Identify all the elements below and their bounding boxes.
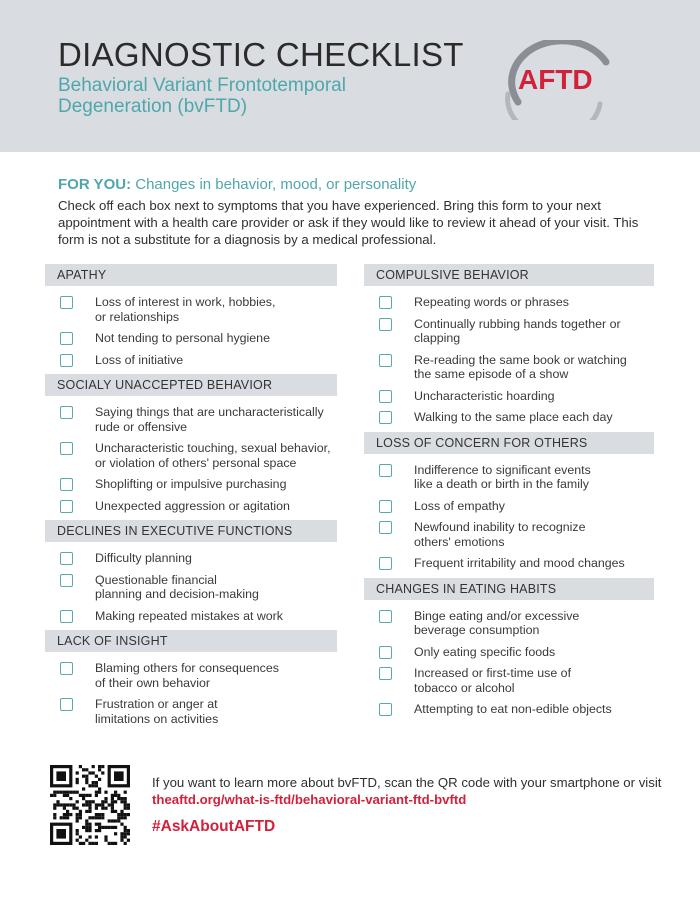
checklist-item-label: Uncharacteristic touching, sexual behavior, or violation of others' personal space [95, 441, 331, 470]
checklist-item[interactable] [364, 520, 654, 549]
section-loss-of-concern-for-others [364, 432, 654, 571]
section-heading: CHANGES IN EATING HABITS [364, 578, 654, 600]
left-column [45, 264, 337, 733]
checkbox[interactable] [379, 500, 392, 513]
page-title: DIAGNOSTIC CHECKLIST [58, 36, 464, 73]
checklist-item-label: Blaming others for consequences of their own behavior [95, 661, 279, 690]
checkbox[interactable] [379, 464, 392, 477]
section-lack-of-insight [45, 630, 337, 726]
footer-text [152, 774, 672, 808]
checklist-item-label: Loss of empathy [414, 498, 505, 513]
section-heading: COMPULSIVE BEHAVIOR [364, 264, 654, 286]
checklist-item-label: Frequent irritability and mood changes [414, 556, 625, 570]
section-declines-in-executive-functions [45, 520, 337, 623]
aftd-logo [488, 40, 628, 120]
logo-text: AFTD [518, 64, 593, 95]
checklist-item-label: Continually rubbing hands together or clapping [414, 316, 621, 345]
for-you-topic: Changes in behavior, mood, or personality [131, 176, 417, 193]
checkbox[interactable] [379, 646, 392, 659]
section-socialy-unaccepted-behavior [45, 374, 337, 513]
checkbox[interactable] [379, 703, 392, 716]
checklist-item[interactable] [45, 331, 337, 346]
section-heading: SOCIALY UNACCEPTED BEHAVIOR [45, 374, 337, 396]
checklist-item[interactable] [364, 410, 654, 425]
checkbox[interactable] [60, 552, 73, 565]
checkbox[interactable] [379, 667, 392, 680]
checklist-item[interactable] [45, 697, 337, 726]
checkbox[interactable] [379, 411, 392, 424]
checklist-item[interactable] [364, 702, 654, 717]
section-heading: DECLINES IN EXECUTIVE FUNCTIONS [45, 520, 337, 542]
checklist-item-label: Walking to the same place each day [414, 410, 613, 424]
checklist-item[interactable] [364, 295, 654, 310]
checklist-item-label: Shoplifting or impulsive purchasing [95, 477, 287, 491]
checkbox[interactable] [60, 662, 73, 675]
checkbox[interactable] [60, 574, 73, 587]
footer-link[interactable]: theaftd.org/what-is-ftd/behavioral-variant-ftd-bvftd [152, 792, 467, 807]
checklist-item-label: Only eating specific foods [414, 644, 556, 659]
checkbox[interactable] [60, 354, 73, 367]
checkbox[interactable] [379, 521, 392, 534]
section-heading: APATHY [45, 264, 337, 286]
checkbox[interactable] [60, 610, 73, 623]
checklist-item[interactable] [45, 609, 337, 624]
checklist-item[interactable] [45, 441, 337, 470]
qr-code[interactable] [50, 765, 130, 845]
checkbox[interactable] [379, 296, 392, 309]
checklist-item[interactable] [364, 499, 654, 514]
page-subtitle: Behavioral Variant Frontotemporal Degeneration (bvFTD) [58, 75, 346, 117]
checklist-item-label: Saying things that are uncharacteristically rude or offensive [95, 405, 324, 434]
checkbox[interactable] [60, 442, 73, 455]
section-heading: LOSS OF CONCERN FOR OTHERS [364, 432, 654, 454]
checkbox[interactable] [379, 610, 392, 623]
checklist-item-label: Attempting to eat non-edible objects [414, 702, 612, 716]
checklist-item[interactable] [45, 353, 337, 368]
checkbox[interactable] [60, 500, 73, 513]
section-compulsive-behavior [364, 264, 654, 425]
checkbox[interactable] [60, 296, 73, 309]
section-heading: LACK OF INSIGHT [45, 630, 337, 652]
checklist-item[interactable] [364, 317, 654, 346]
checklist-item[interactable] [364, 609, 654, 638]
checklist-item-label: Making repeated mistakes at work [95, 608, 284, 623]
checklist-item[interactable] [45, 573, 337, 602]
checklist-item[interactable] [45, 295, 337, 324]
checklist-item-label: Loss of initiative [95, 352, 184, 367]
checklist-item[interactable] [364, 666, 654, 695]
checklist-item[interactable] [45, 405, 337, 434]
for-you-heading [58, 176, 416, 193]
checklist-item-label: Not tending to personal hygiene [95, 331, 270, 345]
checklist-item-label: Unexpected aggression or agitation [95, 498, 290, 513]
footer-message: If you want to learn more about bvFTD, scan the QR code with your smartphone or visit [152, 775, 662, 790]
checklist-item-label: Questionable financial planning and decision-making [95, 572, 259, 601]
checklist-item-label: Increased or first-time use of tobacco or alcohol [414, 666, 572, 695]
checklist-item-label: Repeating words or phrases [414, 295, 569, 309]
checkbox[interactable] [60, 478, 73, 491]
checklist-item-label: Frustration or anger at limitations on activities [95, 697, 219, 726]
header-band [0, 0, 700, 152]
checklist-item-label: Newfound inability to recognize others' emotions [414, 520, 586, 549]
section-apathy [45, 264, 337, 367]
checkbox[interactable] [60, 406, 73, 419]
intro-paragraph: Check off each box next to symptoms that you have experienced. Bring this form to your next appointment with a health care provider or ask if they would like to review it ahead of your visit. This form is not a substitute for a diagnosis by a medical professional. [58, 198, 639, 247]
checklist-item-label: Difficulty planning [95, 551, 192, 565]
checklist-item-label: Binge eating and/or excessive beverage consumption [414, 608, 580, 637]
checkbox[interactable] [379, 318, 392, 331]
checklist-item[interactable] [364, 389, 654, 404]
checklist-item[interactable] [364, 463, 654, 492]
checklist-item-label: Indifference to significant events like a death or birth in the family [414, 462, 591, 491]
right-column [364, 264, 654, 724]
section-changes-in-eating-habits [364, 578, 654, 717]
checklist-item-label: Re-reading the same book or watching the same episode of a show [414, 352, 627, 381]
hashtag: #AskAboutAFTD [152, 818, 276, 835]
checklist-item[interactable] [364, 353, 654, 382]
checkbox[interactable] [60, 698, 73, 711]
checklist-item[interactable] [45, 551, 337, 566]
checklist-item-label: Loss of interest in work, hobbies, or relationships [95, 295, 276, 324]
checklist-item-label: Uncharacteristic hoarding [414, 388, 555, 403]
checkbox[interactable] [379, 354, 392, 367]
for-you-label: FOR YOU: [58, 176, 132, 193]
checkbox[interactable] [379, 390, 392, 403]
checklist-item[interactable] [45, 499, 337, 514]
checkbox[interactable] [60, 332, 73, 345]
checklist-item[interactable] [364, 645, 654, 660]
checkbox[interactable] [379, 557, 392, 570]
checklist-item[interactable] [364, 556, 654, 571]
checklist-item[interactable] [45, 661, 337, 690]
checklist-item[interactable] [45, 477, 337, 492]
